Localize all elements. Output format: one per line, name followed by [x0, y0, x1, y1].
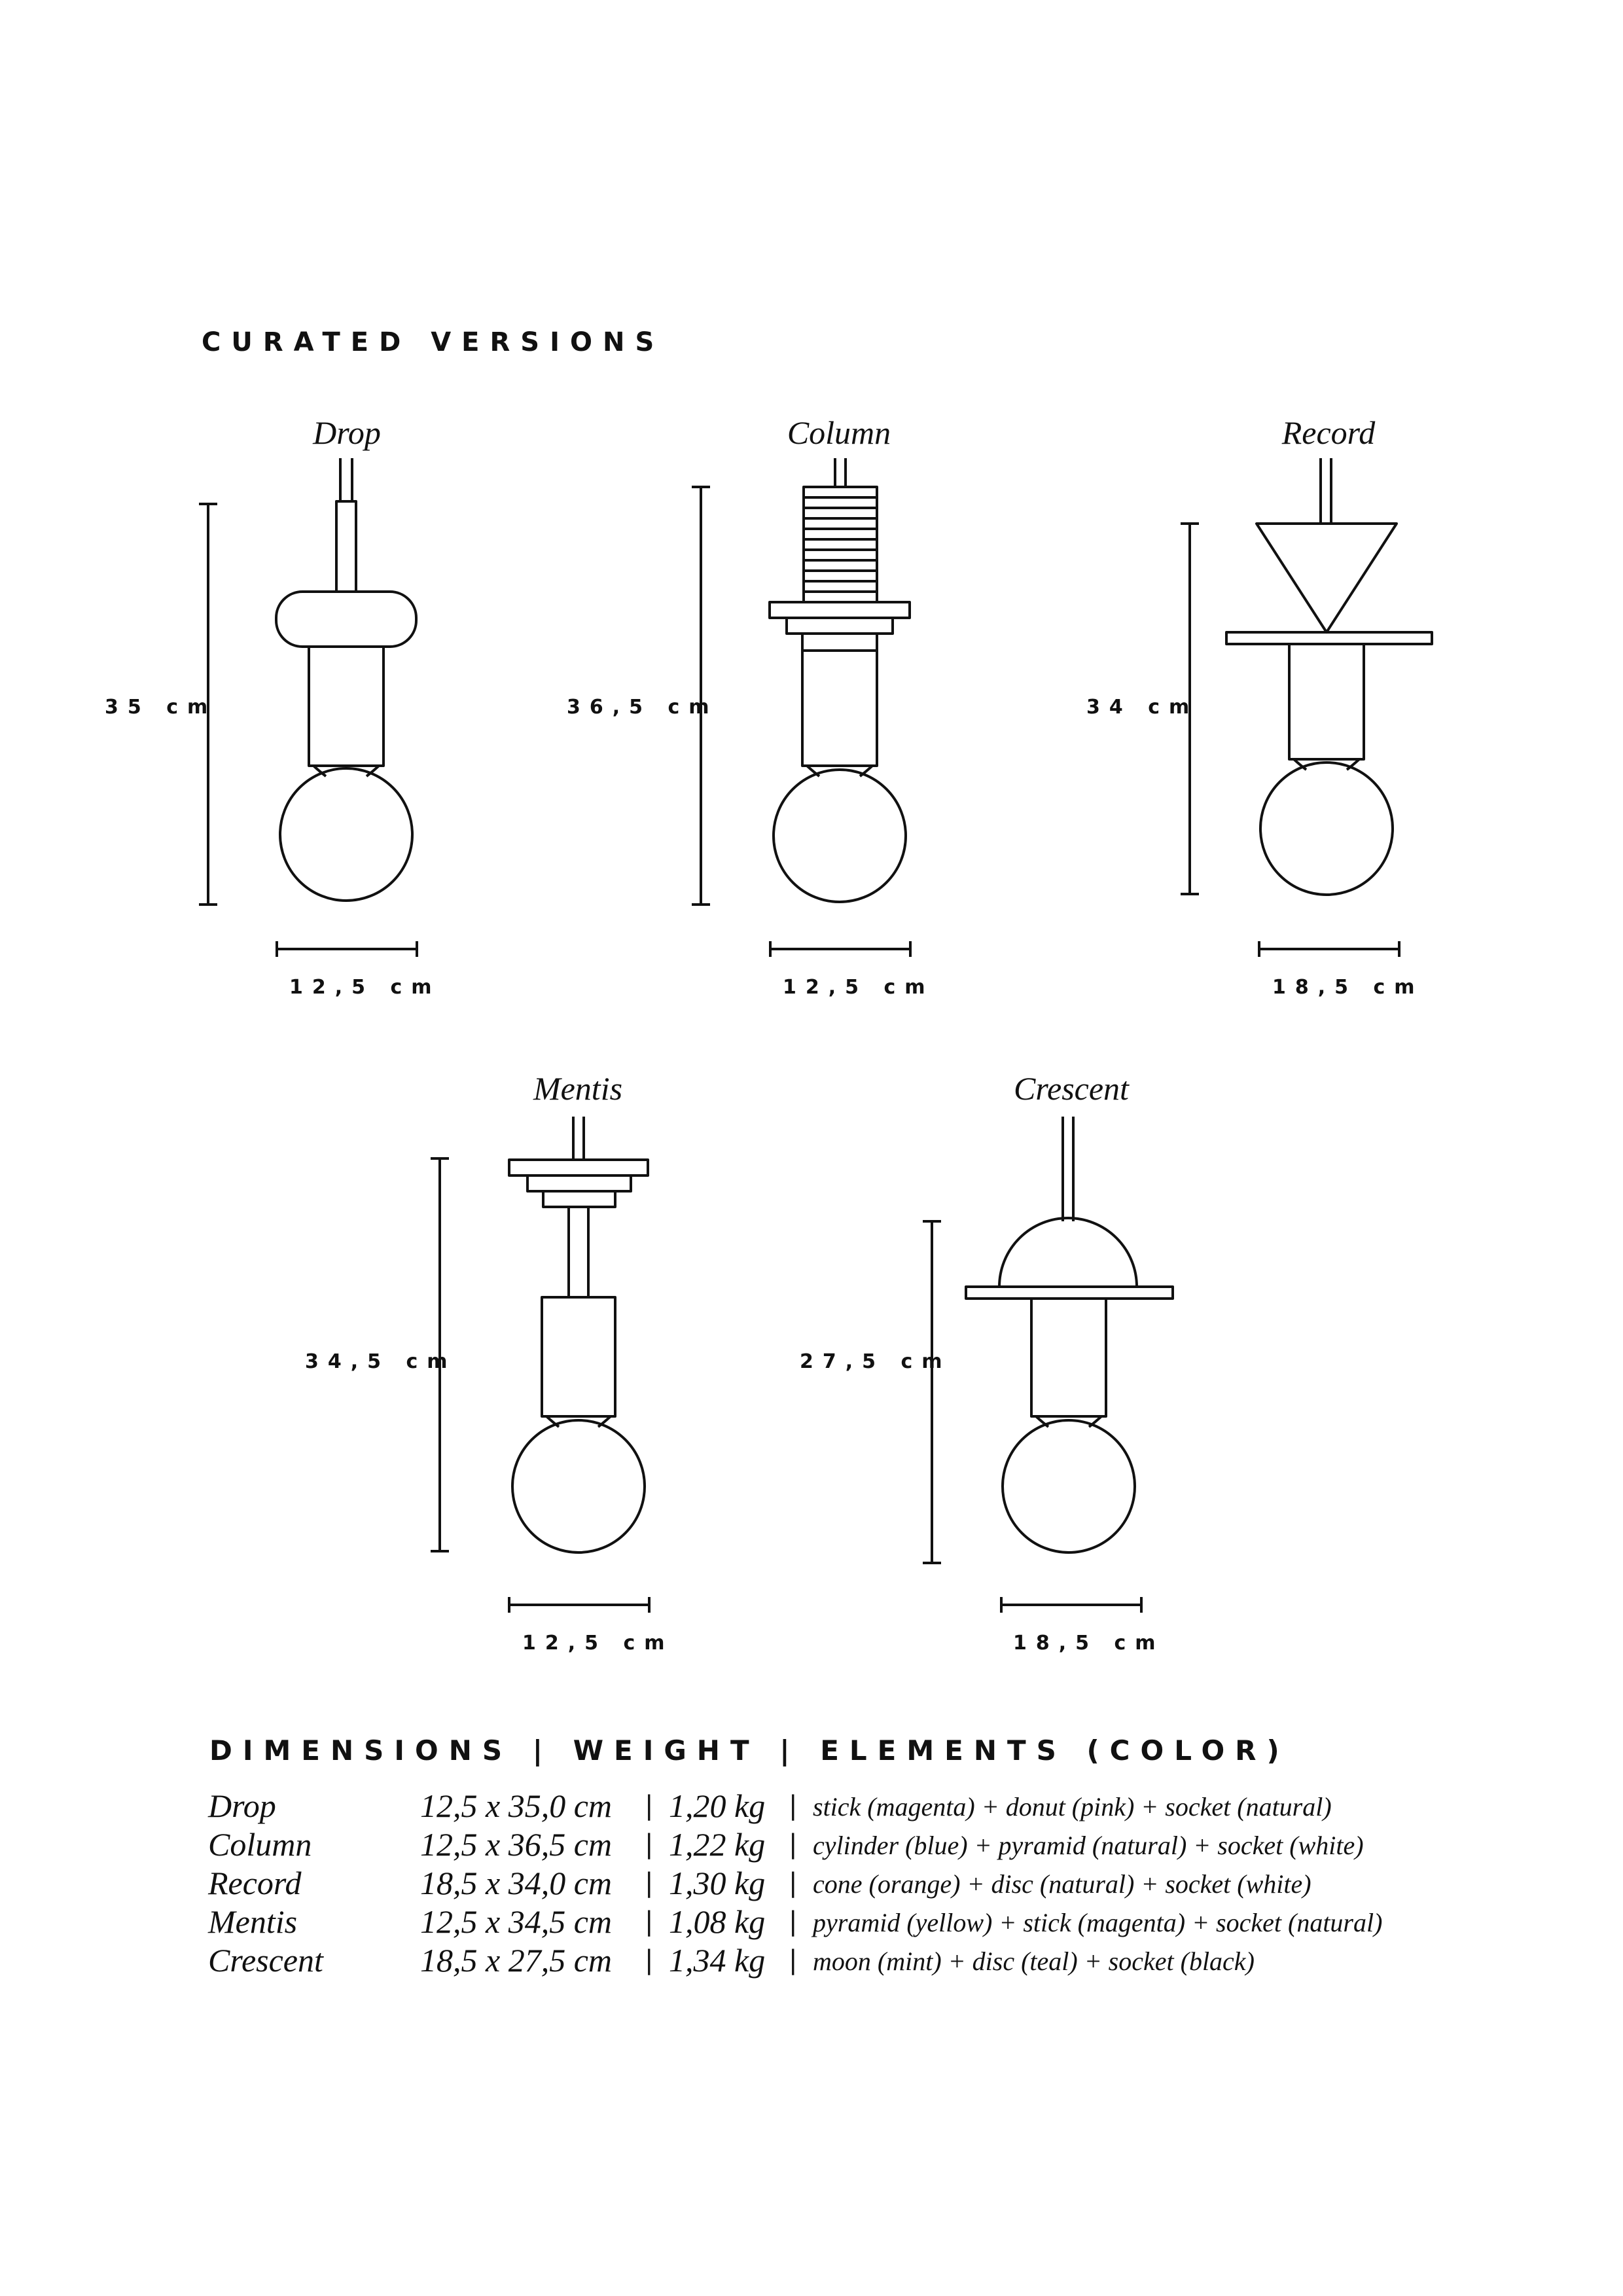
spec-name: Crescent	[208, 1942, 323, 1979]
spec-separator: |	[789, 1868, 798, 1898]
spec-elements: cylinder (blue) + pyramid (natural) + socket (white)	[813, 1831, 1364, 1860]
drop-height-label: 35 cm	[105, 696, 217, 719]
spec-name: Mentis	[208, 1903, 298, 1940]
spec-separator: |	[645, 1907, 654, 1937]
column-width-label: 12,5 cm	[783, 976, 935, 999]
crescent-width-label: 18,5 cm	[1013, 1632, 1165, 1655]
spec-weight: 1,34 kg	[669, 1942, 766, 1979]
crescent-outline	[966, 1117, 1173, 1552]
mentis-height-label: 34,5 cm	[305, 1350, 457, 1373]
lamp-column	[567, 414, 935, 999]
spec-separator: |	[645, 1829, 654, 1859]
spec-dimensions: 12,5 x 35,0 cm	[420, 1787, 612, 1824]
spec-separator: |	[789, 1907, 798, 1937]
column-height-label: 36,5 cm	[567, 696, 719, 719]
lamp-name-record: Record	[1281, 414, 1376, 451]
column-outline	[770, 458, 910, 902]
spec-elements: stick (magenta) + donut (pink) + socket (natural)	[813, 1792, 1332, 1821]
page-title: CURATED VERSIONS	[202, 327, 665, 357]
spec-weight: 1,20 kg	[669, 1787, 766, 1824]
crescent-height-label: 27,5 cm	[800, 1350, 952, 1373]
drop-width-label: 12,5 cm	[289, 976, 441, 999]
mentis-width-marker	[509, 1597, 649, 1613]
record-width-marker	[1259, 941, 1399, 957]
spec-separator: |	[645, 1868, 654, 1898]
column-width-marker	[770, 941, 910, 957]
spec-separator: |	[645, 1945, 654, 1975]
crescent-height-marker	[923, 1221, 941, 1563]
spec-name: Column	[208, 1826, 312, 1863]
mentis-outline	[509, 1117, 648, 1552]
spec-dimensions: 18,5 x 34,0 cm	[420, 1865, 612, 1901]
spec-weight: 1,30 kg	[669, 1865, 766, 1901]
spec-elements: pyramid (yellow) + stick (magenta) + socket (natural)	[813, 1908, 1383, 1937]
lamp-name-column: Column	[787, 414, 891, 451]
spec-name: Record	[208, 1865, 302, 1901]
record-outline	[1226, 458, 1432, 895]
spec-dimensions: 12,5 x 36,5 cm	[420, 1826, 612, 1863]
lamp-mentis	[305, 1070, 674, 1655]
spec-weight: 1,22 kg	[669, 1826, 766, 1863]
lamp-drop	[105, 414, 441, 999]
record-width-label: 18,5 cm	[1272, 976, 1424, 999]
drop-width-marker	[277, 941, 417, 957]
record-height-label: 34 cm	[1086, 696, 1199, 719]
spec-elements: moon (mint) + disc (teal) + socket (black)	[813, 1946, 1255, 1976]
spec-dimensions: 12,5 x 34,5 cm	[420, 1903, 612, 1940]
drop-outline	[276, 458, 416, 901]
spec-separator: |	[645, 1791, 654, 1821]
spec-separator: |	[789, 1829, 798, 1859]
spec-separator: |	[789, 1791, 798, 1821]
lamp-record	[1086, 414, 1432, 999]
lamp-crescent	[800, 1070, 1173, 1655]
spec-dimensions: 18,5 x 27,5 cm	[420, 1942, 612, 1979]
lamp-name-crescent: Crescent	[1014, 1070, 1129, 1107]
spec-elements: cone (orange) + disc (natural) + socket (white)	[813, 1869, 1311, 1899]
spec-name: Drop	[208, 1787, 276, 1824]
mentis-width-label: 12,5 cm	[522, 1632, 674, 1655]
lamp-name-drop: Drop	[313, 414, 381, 451]
spec-weight: 1,08 kg	[669, 1903, 766, 1940]
spec-separator: |	[789, 1945, 798, 1975]
specs-heading: DIMENSIONS | WEIGHT | ELEMENTS (COLOR)	[209, 1734, 1290, 1767]
lamp-name-mentis: Mentis	[533, 1070, 623, 1107]
crescent-width-marker	[1001, 1597, 1141, 1613]
